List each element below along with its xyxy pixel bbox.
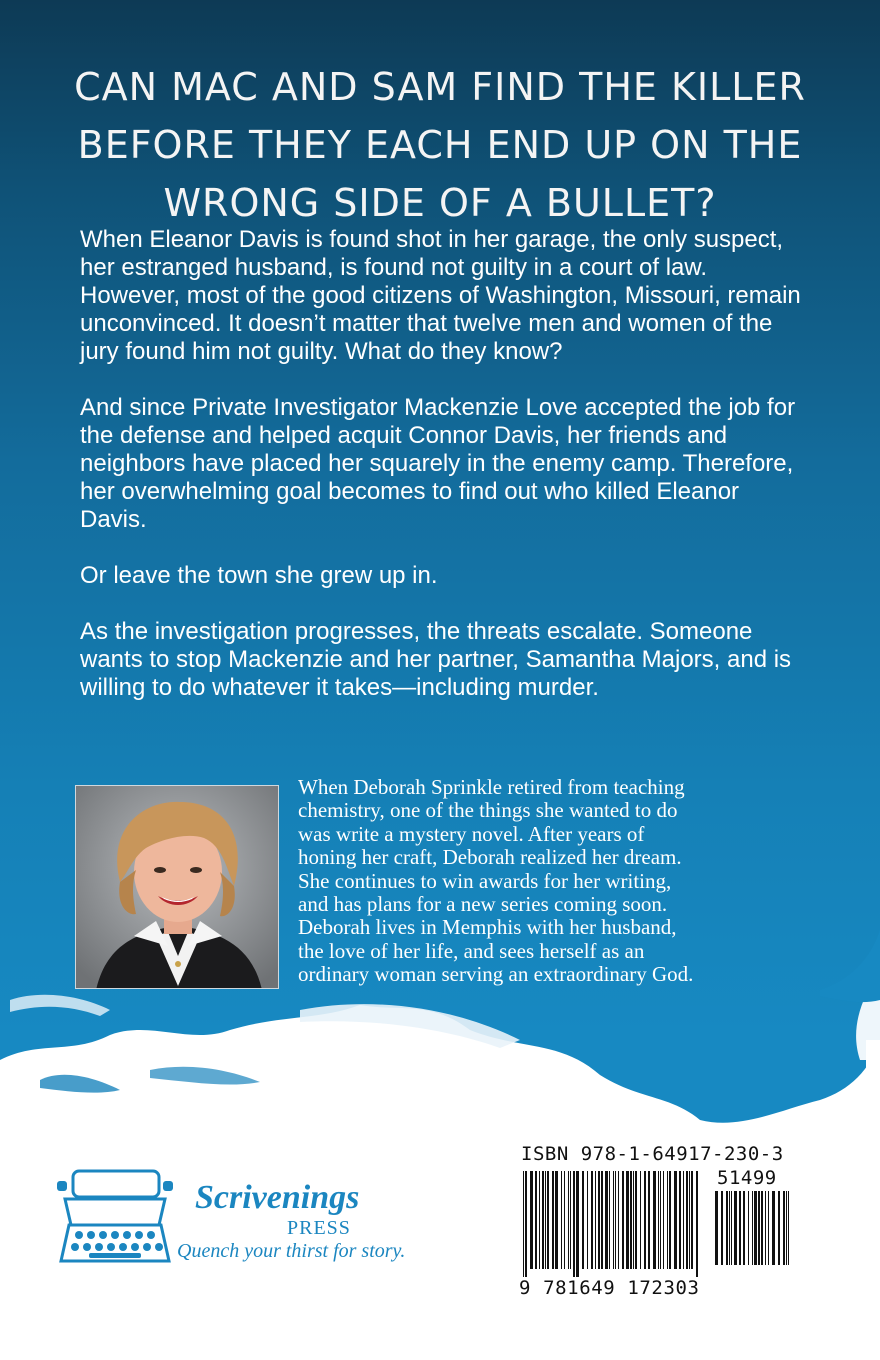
barcode-bar xyxy=(601,1171,603,1269)
author-photo xyxy=(75,785,279,989)
ean-barcode xyxy=(521,1171,701,1281)
barcode-bar xyxy=(653,1171,656,1269)
author-portrait-image xyxy=(76,786,279,989)
barcode-bar xyxy=(561,1171,562,1269)
barcode-bar xyxy=(523,1171,524,1277)
author-bio xyxy=(298,776,818,987)
blurb-paragraph-2: And since Private Investigator Mackenzie Love accepted the job for the defense and helped acquit Connor Davis, her friends and neighbors have placed her squarely in the enemy camp. Therefore, her overwhelming goal becomes to find out who killed Eleanor Davis. xyxy=(80,394,796,533)
barcode-bar xyxy=(754,1191,757,1265)
barcode-bar xyxy=(768,1191,769,1265)
barcode-bar xyxy=(582,1171,584,1269)
barcode-bar xyxy=(660,1171,661,1269)
barcode-bar xyxy=(622,1171,624,1269)
barcode-bar xyxy=(726,1191,728,1265)
barcode-bar xyxy=(587,1171,588,1269)
author-bio-line: chemistry, one of the things she wanted to do xyxy=(298,798,678,823)
publisher-tagline: Quench your thirst for story. xyxy=(177,1240,406,1262)
barcode-bar xyxy=(721,1191,723,1265)
publisher-logo xyxy=(55,1165,435,1275)
barcode-bar xyxy=(564,1171,565,1269)
barcode-bar xyxy=(635,1171,637,1269)
barcode-bar xyxy=(525,1171,527,1277)
barcode-bar xyxy=(648,1171,650,1269)
barcode-bar xyxy=(555,1171,558,1269)
barcode-bar xyxy=(786,1191,787,1265)
barcode-bar xyxy=(576,1171,579,1277)
barcode-bar xyxy=(547,1171,549,1269)
barcode-bar xyxy=(734,1191,737,1265)
barcode-bar xyxy=(658,1171,659,1269)
barcode-bar xyxy=(669,1171,671,1269)
barcode-bar xyxy=(758,1191,760,1265)
author-bio-line: When Deborah Sprinkle retired from teaching xyxy=(298,775,685,799)
barcode-bar xyxy=(570,1171,571,1269)
barcode-bar xyxy=(715,1191,718,1265)
barcode-bar xyxy=(633,1171,634,1269)
barcode-bar xyxy=(739,1191,741,1265)
barcode-bar xyxy=(696,1171,698,1277)
barcode-bar xyxy=(535,1171,537,1269)
barcode-bar xyxy=(729,1191,730,1265)
barcode-bar xyxy=(568,1171,569,1269)
author-bio-line: honing her craft, Deborah realized her dream. xyxy=(298,845,682,870)
headline xyxy=(60,58,820,232)
author-bio-line: ordinary woman serving an extraordinary God. xyxy=(298,962,694,987)
headline-line-2: BEFORE THEY EACH END UP ON THE xyxy=(77,123,803,167)
barcode-bar xyxy=(748,1191,749,1265)
barcode-bar xyxy=(691,1171,693,1269)
author-bio-line: the love of her life, and sees herself as an xyxy=(298,938,645,963)
publisher-name: Scrivenings xyxy=(195,1179,360,1216)
barcode-bar xyxy=(573,1171,575,1277)
typewriter-icon xyxy=(55,1165,175,1275)
barcode-bar xyxy=(683,1171,684,1269)
barcode-bar xyxy=(609,1171,610,1269)
barcode-bar xyxy=(613,1171,614,1269)
author-bio-line: She continues to win awards for her writing, xyxy=(298,868,672,893)
headline-line-1: CAN MAC AND SAM FIND THE KILLER xyxy=(74,65,806,109)
author-bio-line: and has plans for a new series coming soon. xyxy=(298,892,668,917)
headline-line-3: WRONG SIDE OF A BULLET? xyxy=(163,181,717,225)
barcode-bar xyxy=(783,1191,785,1265)
barcode-bar xyxy=(605,1171,608,1269)
isbn-barcode-box xyxy=(513,1143,797,1301)
barcode-bar xyxy=(626,1171,629,1269)
barcode-bar xyxy=(731,1191,732,1265)
blurb-paragraph-4: As the investigation progresses, the threats escalate. Someone wants to stop Mackenzie and her partner, Samantha Majors, and is willing to do whatever it takes—including murder. xyxy=(80,618,792,701)
barcode-bar xyxy=(761,1191,763,1265)
barcode-bar xyxy=(679,1171,681,1269)
ean-digits: 9 781649 172303 xyxy=(519,1277,700,1299)
blurb xyxy=(80,226,810,730)
author-bio-line: Deborah lives in Memphis with her husband, xyxy=(298,915,677,940)
barcode-bar xyxy=(644,1171,646,1269)
isbn-label: ISBN 978-1-64917-230-3 xyxy=(521,1143,784,1165)
barcode-bar xyxy=(595,1171,596,1269)
barcode-bar xyxy=(530,1171,533,1269)
barcode-bar xyxy=(765,1191,766,1265)
blurb-paragraph-3: Or leave the town she grew up in. xyxy=(80,562,438,589)
author-bio-line: was write a mystery novel. After years of xyxy=(298,821,645,846)
barcode-bar xyxy=(667,1171,668,1269)
barcode-bar xyxy=(615,1171,616,1269)
barcode-bar xyxy=(686,1171,688,1269)
price-code: 51499 xyxy=(717,1167,777,1189)
barcode-bar xyxy=(591,1171,593,1269)
barcode-bar xyxy=(752,1191,753,1265)
barcode-bar xyxy=(598,1171,600,1269)
barcode-bar xyxy=(542,1171,544,1269)
barcode-bar xyxy=(545,1171,546,1269)
barcode-bar xyxy=(743,1191,745,1265)
barcode-bar xyxy=(772,1191,775,1265)
barcode-bar xyxy=(689,1171,690,1269)
publisher-subname: PRESS xyxy=(287,1217,351,1239)
barcode-bar xyxy=(640,1171,641,1269)
barcode-bar xyxy=(552,1171,554,1269)
barcode-bar xyxy=(674,1171,677,1269)
barcode-bar xyxy=(788,1191,789,1265)
barcode-bar xyxy=(663,1171,664,1269)
price-barcode xyxy=(713,1191,793,1273)
blurb-paragraph-1: When Eleanor Davis is found shot in her garage, the only suspect, her estranged husband, is found not guilty in a court of law. However, most of the good citizens of Washington, Missouri, remain unconvinced. It doesn’t matter that twelve men and women of the jury found him not guilty. What do they know? xyxy=(80,226,801,365)
barcode-bar xyxy=(630,1171,632,1269)
barcode-bar xyxy=(778,1191,780,1265)
barcode-bar xyxy=(539,1171,540,1269)
barcode-bar xyxy=(618,1171,619,1269)
